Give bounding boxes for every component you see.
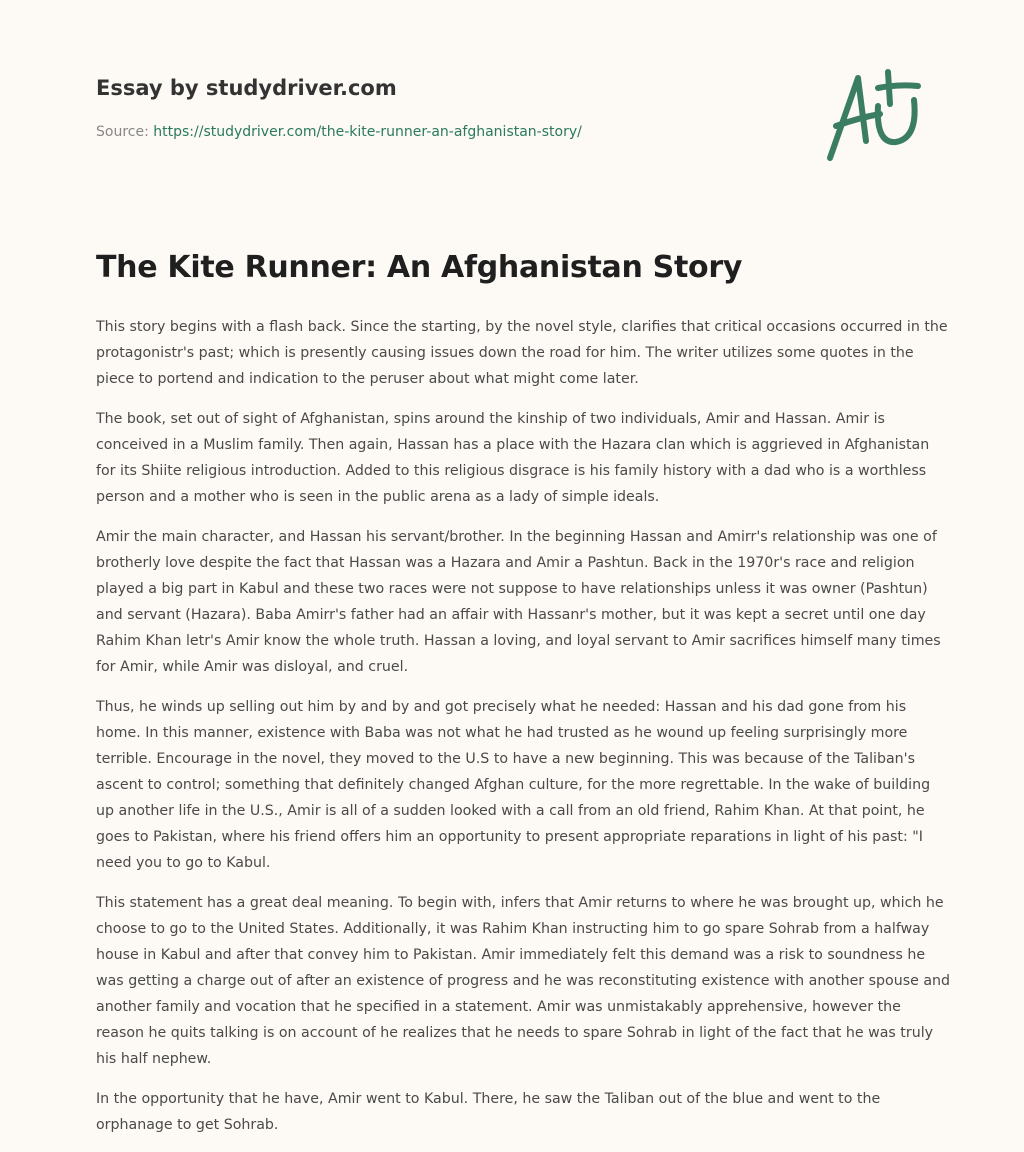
source-link[interactable]: https://studydriver.com/the-kite-runner-an-afghanistan-story/ (153, 124, 582, 140)
article-body (96, 314, 952, 1152)
brand-title: Essay by studydriver.com (96, 76, 397, 100)
a-plus-logo-icon (818, 66, 928, 166)
paragraph: The book, set out of sight of Afghanistan, spins around the kinship of two individuals, Amir and Hassan. Amir is conceived in a Muslim family. Then again, Hassan has a place with the Hazara clan which is aggrieved in Afghanistan for its Shiite religious introduction. Added to this religious disgrace is his family history with a dad who is a worthless person and a mother who is seen in the public arena as a lady of simple ideals. (96, 411, 930, 505)
site-header (96, 76, 582, 140)
source-label: Source: (96, 124, 149, 140)
article-title: The Kite Runner: An Afghanistan Story (96, 250, 743, 285)
paragraph: This statement has a great deal meaning. To begin with, infers that Amir returns to where he was brought up, which he choose to go to the United States. Additionally, it was Rahim Khan instructing him to go spare Sohrab from a halfway house in Kabul and after that convey him to Pakistan. Amir immediately felt this demand was a risk to soundness he was getting a charge out of after an existence of progress and he was reconstituting existence with another spouse and another family and vocation that he specified in a statement. Amir was unmistakably apprehensive, however the reason he quits talking is on account of he realizes that he needs to spare Sohrab in light of the fact that he was truly his half nephew. (96, 895, 951, 1067)
paragraph: This story begins with a flash back. Since the starting, by the novel style, clarifies that critical occasions occurred in the protagonistr's past; which is presently causing issues down the road for him. The writer utilizes some quotes in the piece to portend and indication to the peruser about what might come later. (96, 319, 948, 387)
paragraph: In the opportunity that he have, Amir went to Kabul. There, he saw the Taliban out of the blue and went to the orphanage to get Sohrab. (96, 1091, 881, 1133)
paragraph: Amir the main character, and Hassan his servant/brother. In the beginning Hassan and Amirr's relationship was one of brotherly love despite the fact that Hassan was a Hazara and Amir a Pashtun. Back in the 1970r's race and religion played a big part in Kabul and these two races were not suppose to have relationships unless it was owner (Pashtun) and servant (Hazara). Baba Amirr's father had an affair with Hassanr's mother, but it was kept a secret until one day Rahim Khan letr's Amir know the whole truth. Hassan a loving, and loyal servant to Amir sacrifices himself many times for Amir, while Amir was disloyal, and cruel. (96, 529, 941, 675)
paragraph: Thus, he winds up selling out him by and by and got precisely what he needed: Hassan and his dad gone from his home. In this manner, existence with Baba was not what he had trusted as he wound up feeling surprisingly more terrible. Encourage in the novel, they moved to the U.S to have a new beginning. This was because of the Taliban's ascent to control; something that definitely changed Afghan culture, for the more regrettable. In the wake of building up another life in the U.S., Amir is all of a sudden looked with a call from an old friend, Rahim Khan. At that point, he goes to Pakistan, where his friend offers him an opportunity to present appropriate reparations in light of his past: "I need you to go to Kabul. (96, 699, 931, 871)
source-line (96, 124, 582, 140)
